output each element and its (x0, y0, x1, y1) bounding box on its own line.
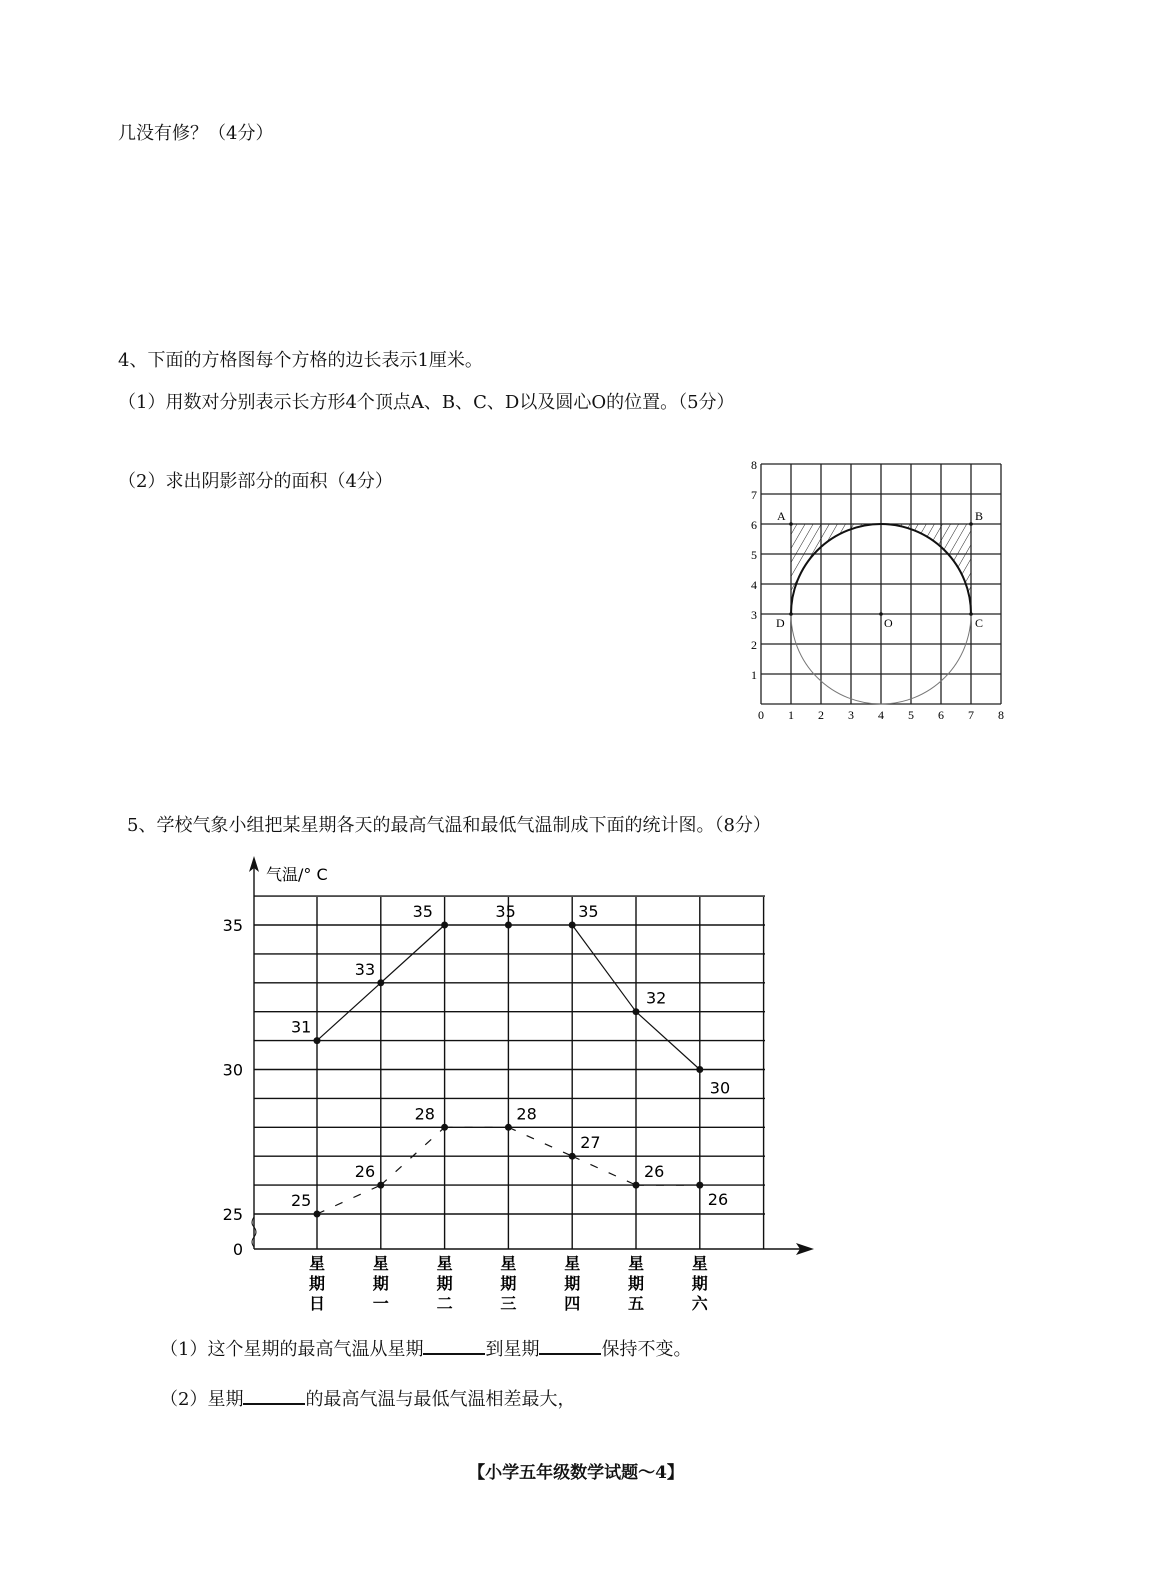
data-point (505, 922, 512, 929)
x-tick-label: 五 (627, 1294, 645, 1313)
x-tick-label: 1 (788, 708, 794, 722)
data-label: 35 (578, 902, 599, 921)
point-label: B (975, 509, 984, 523)
data-point (377, 1182, 384, 1189)
data-label: 28 (516, 1104, 537, 1124)
data-point (314, 1211, 321, 1218)
q5-part1-text-b: 到星期 (485, 1339, 540, 1360)
data-point (569, 1153, 576, 1160)
q3-tail-text: 几没有修？（4分） (118, 123, 274, 144)
x-tick-label: 4 (878, 708, 884, 722)
page-footer: 【小学五年级数学试题～4】 (468, 1463, 684, 1483)
q5-part2-text-b: 的最高气温与最低气温相差最大， (305, 1389, 576, 1410)
data-label: 26 (707, 1190, 729, 1210)
y-tick-label: 3 (751, 608, 757, 622)
data-point (696, 1182, 703, 1189)
x-tick-label: 期 (436, 1274, 453, 1293)
data-point (569, 922, 576, 929)
x-tick-label: 期 (372, 1274, 389, 1293)
x-tick-label: 星 (436, 1254, 453, 1273)
x-tick-label: 三 (500, 1294, 517, 1313)
y-tick-label: 7 (751, 488, 757, 502)
data-point (314, 1037, 321, 1044)
y-tick-label: 35 (222, 916, 243, 935)
x-tick-label: 期 (500, 1274, 517, 1293)
y-axis-label: 气温/° C (266, 865, 328, 884)
x-tick-label: 四 (564, 1294, 581, 1313)
x-tick-label: 星 (564, 1254, 581, 1273)
data-point (633, 1008, 640, 1015)
q5-title: 5、学校气象小组把某星期各天的最高气温和最低气温制成下面的统计图。（8分） (127, 815, 771, 836)
data-point (696, 1066, 703, 1073)
data-point (633, 1182, 640, 1189)
data-label: 35 (495, 902, 516, 921)
x-tick-label: 2 (818, 708, 824, 722)
x-tick-label: 星 (691, 1254, 708, 1273)
y-tick-label: 4 (751, 578, 757, 592)
series-segment (317, 1185, 381, 1214)
series-segment (572, 925, 636, 1012)
x-tick-label: 星 (372, 1254, 389, 1273)
y-tick-label: 8 (751, 458, 757, 472)
q5-part1-text-c: 保持不变。 (601, 1339, 692, 1360)
q4-part2: （2）求出阴影部分的面积（4分） (118, 471, 393, 492)
data-point (441, 922, 448, 929)
q4-part1: （1）用数对分别表示长方形4个顶点A、B、C、D以及圆心O的位置。（5分） (118, 392, 735, 413)
x-tick-label: 8 (998, 708, 1004, 722)
y-tick-label: 0 (232, 1240, 243, 1259)
data-label: 25 (291, 1191, 312, 1210)
q5-part2-text-a: （2）星期 (160, 1389, 244, 1410)
data-label: 26 (644, 1162, 665, 1182)
x-tick-label: 5 (908, 708, 914, 722)
data-label: 32 (646, 988, 667, 1008)
x-tick-label: 一 (372, 1294, 389, 1313)
x-tick-label: 期 (564, 1274, 581, 1293)
x-tick-label: 日 (308, 1294, 326, 1313)
x-tick-label: 期 (627, 1274, 645, 1293)
data-label: 35 (412, 902, 433, 921)
x-tick-label: 0 (758, 708, 764, 722)
point-label: A (777, 509, 786, 523)
data-point (505, 1124, 512, 1131)
y-tick-label: 2 (751, 638, 757, 652)
y-tick-label: 6 (751, 518, 757, 532)
q4-title: 4、下面的方格图每个方格的边长表示1厘米。 (118, 350, 483, 371)
y-tick-label: 25 (222, 1205, 243, 1224)
data-label: 26 (354, 1162, 376, 1182)
point-label: C (975, 616, 984, 630)
data-label: 30 (709, 1078, 731, 1098)
data-label: 31 (291, 1017, 312, 1037)
point-label: O (884, 616, 893, 630)
x-tick-label: 3 (848, 708, 854, 722)
y-tick-label: 5 (751, 548, 757, 562)
data-label: 27 (580, 1133, 601, 1153)
x-tick-label: 星 (500, 1254, 517, 1273)
data-label: 33 (354, 959, 376, 979)
data-point (441, 1124, 448, 1131)
y-tick-label: 1 (751, 668, 757, 682)
q5-part1-text-a: （1）这个星期的最高气温从星期 (160, 1339, 424, 1360)
series-segment (508, 1127, 572, 1156)
data-label: 28 (414, 1104, 435, 1124)
x-tick-label: 六 (691, 1294, 708, 1313)
x-tick-label: 星 (308, 1254, 326, 1273)
x-tick-label: 期 (691, 1274, 708, 1293)
x-tick-label: 二 (436, 1294, 453, 1313)
x-tick-label: 7 (968, 708, 974, 722)
x-tick-label: 6 (938, 708, 944, 722)
x-tick-label: 期 (308, 1274, 326, 1293)
data-point (377, 979, 384, 986)
point-label: D (776, 616, 785, 630)
x-tick-label: 星 (627, 1254, 645, 1273)
y-tick-label: 30 (222, 1060, 243, 1080)
series-segment (572, 1156, 636, 1185)
